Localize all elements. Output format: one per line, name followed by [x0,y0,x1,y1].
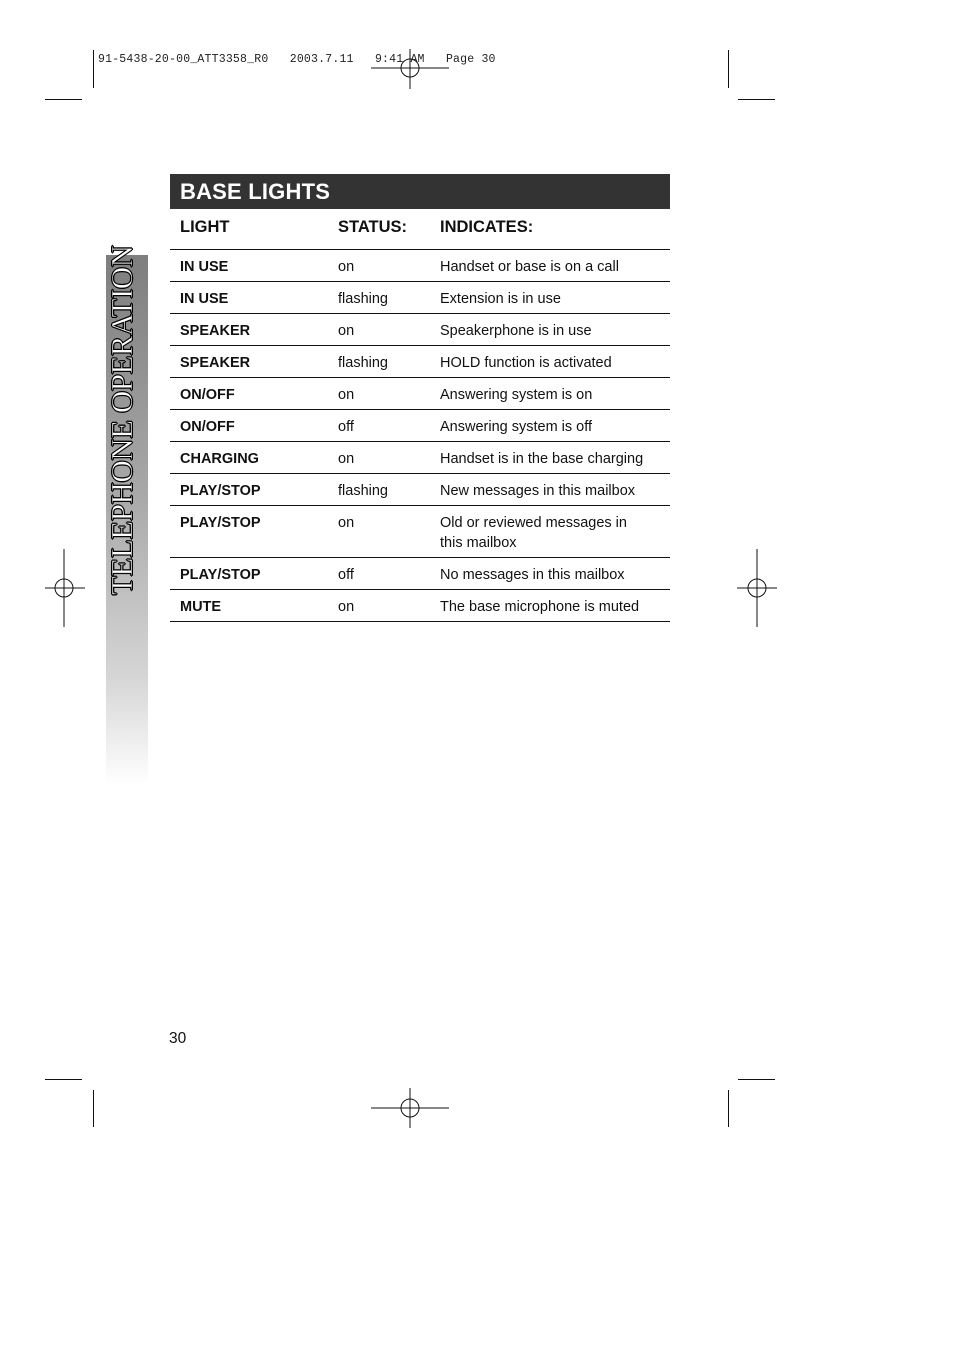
crop-mark [738,1079,775,1080]
light-cell: IN USE [170,250,338,282]
table-row [170,314,670,346]
light-cell: ON/OFF [170,378,338,410]
status-cell: on [338,250,440,282]
table-row [170,590,670,622]
light-cell: PLAY/STOP [170,474,338,506]
indicates-cell: Handset or base is on a call [440,250,670,282]
crop-mark [93,50,94,88]
indicates-cell: HOLD function is activated [440,346,670,378]
column-header-light: LIGHT [170,212,338,250]
table-header-row [170,212,670,250]
registration-mark-icon [371,49,449,89]
light-cell: SPEAKER [170,346,338,378]
base-lights-table [170,212,670,622]
indicates-cell: No messages in this mailbox [440,558,670,590]
light-cell: CHARGING [170,442,338,474]
light-cell: IN USE [170,282,338,314]
print-slug: 91-5438-20-00_ATT3358_R0 2003.7.11 9:41 AM Page 30 [98,53,496,66]
table-row [170,474,670,506]
crop-mark [728,50,729,88]
registration-mark-icon [737,549,777,627]
registration-mark-icon [371,1088,449,1128]
crop-mark [93,1090,94,1127]
indicates-cell: Answering system is off [440,410,670,442]
table-row [170,410,670,442]
light-cell: SPEAKER [170,314,338,346]
light-cell: PLAY/STOP [170,558,338,590]
status-cell: on [338,442,440,474]
side-tab-label: TELEPHONE OPERATION [104,245,139,595]
table-row [170,558,670,590]
indicates-cell: Speakerphone is in use [440,314,670,346]
table-row [170,442,670,474]
light-cell: MUTE [170,590,338,622]
indicates-cell: Extension is in use [440,282,670,314]
table-row [170,250,670,282]
crop-mark [45,99,82,100]
crop-mark [738,99,775,100]
status-cell: on [338,506,440,558]
table-row [170,346,670,378]
table-row [170,378,670,410]
column-header-status: STATUS: [338,212,440,250]
status-cell: on [338,590,440,622]
status-cell: on [338,378,440,410]
table-row [170,506,670,558]
section-title-bar [170,174,670,209]
indicates-cell: The base microphone is muted [440,590,670,622]
light-cell: ON/OFF [170,410,338,442]
light-cell: PLAY/STOP [170,506,338,558]
status-cell: flashing [338,474,440,506]
status-cell: flashing [338,282,440,314]
registration-mark-icon [45,549,85,627]
column-header-indicates: INDICATES: [440,212,670,250]
crop-mark [728,1090,729,1127]
section-title: BASE LIGHTS [180,179,331,204]
table-row [170,282,670,314]
crop-mark [45,1079,82,1080]
status-cell: on [338,314,440,346]
page-number: 30 [169,1030,187,1047]
indicates-cell: Answering system is on [440,378,670,410]
indicates-cell: New messages in this mailbox [440,474,670,506]
indicates-cell: Old or reviewed messages in this mailbox [440,506,670,558]
status-cell: off [338,558,440,590]
status-cell: flashing [338,346,440,378]
status-cell: off [338,410,440,442]
indicates-cell: Handset is in the base charging [440,442,670,474]
